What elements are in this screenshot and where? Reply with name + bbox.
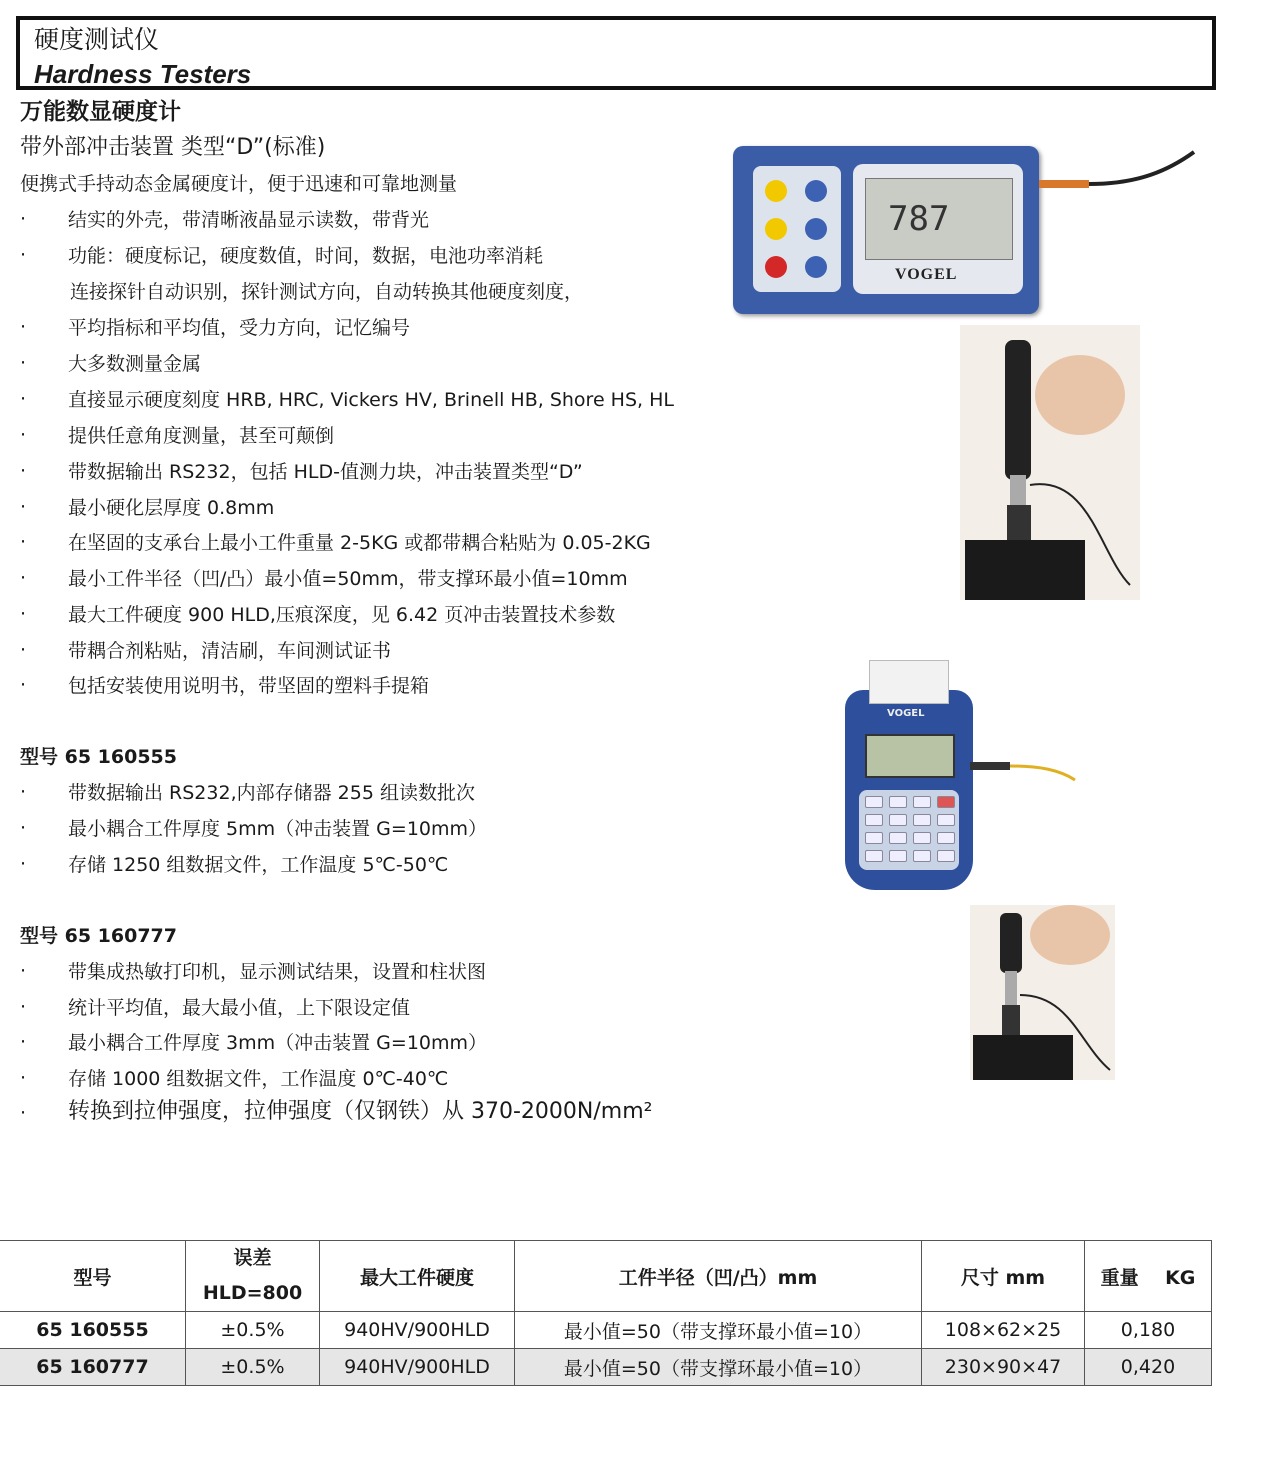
header-error-label: 误差: [233, 1247, 272, 1269]
table-row: [0, 1312, 1212, 1349]
header-error-hld: HLD=800: [202, 1282, 303, 1304]
power-key-icon: [765, 256, 787, 278]
header-max-hardness: 最大工件硬度: [320, 1241, 515, 1312]
bullet: ·: [20, 1102, 27, 1124]
bullet: ·: [20, 352, 27, 374]
table-row: [0, 1349, 1212, 1386]
key-icon: [937, 796, 955, 808]
cell-model: 65 160777: [0, 1349, 186, 1386]
cell-error: ±0.5%: [186, 1349, 320, 1386]
cell-dimension: 230×90×47: [922, 1349, 1085, 1386]
lcd-display: [865, 734, 955, 778]
feature-text: 最小硬化层厚度 0.8mm: [68, 497, 275, 519]
cell-max-hardness: 940HV/900HLD: [320, 1312, 515, 1349]
feature-text: 提供任意角度测量，甚至可颠倒: [68, 425, 335, 447]
product-title: 万能数显硬度计: [20, 99, 181, 125]
cell-weight: 0,180: [1085, 1312, 1212, 1349]
probe-hand-photo: [960, 325, 1140, 600]
key-icon: [937, 832, 955, 844]
key-icon: [865, 814, 883, 826]
cell-weight: 0,420: [1085, 1349, 1212, 1386]
bullet: ·: [20, 1067, 27, 1089]
key-icon: [913, 814, 931, 826]
bullet: ·: [20, 817, 27, 839]
feature-text: 直接显示硬度刻度 HRB, HRC, Vickers HV, Brinell HB, Shore HS, HL: [68, 389, 674, 411]
header-box: [16, 16, 1216, 90]
bullet: ·: [20, 1031, 27, 1053]
key-icon: [889, 814, 907, 826]
cell-radius: 最小值=50（带支撑环最小值=10）: [515, 1349, 922, 1386]
cell-max-hardness: 940HV/900HLD: [320, 1349, 515, 1386]
bullet: ·: [20, 853, 27, 875]
bullet: ·: [20, 960, 27, 982]
bullet: ·: [20, 567, 27, 589]
bullet: ·: [20, 424, 27, 446]
header-error: [186, 1241, 320, 1312]
minus-key-icon: [805, 256, 827, 278]
model1-label: 型号 65 160555: [20, 746, 177, 768]
feature-text: 存储 1000 组数据文件，工作温度 0℃-40℃: [68, 1068, 449, 1090]
model2-label: 型号 65 160777: [20, 925, 177, 947]
feature-text: 功能：硬度标记，硬度数值，时间，数据，电池功率消耗: [68, 245, 544, 267]
bullet: ·: [20, 531, 27, 553]
key-icon: [913, 796, 931, 808]
feature-text: 存储 1250 组数据文件，工作温度 5℃-50℃: [68, 854, 449, 876]
header-title-en: Hardness Testers: [34, 59, 252, 89]
minus-key-icon: [805, 218, 827, 240]
key-icon: [937, 850, 955, 862]
cell-radius: 最小值=50（带支撑环最小值=10）: [515, 1312, 922, 1349]
feature-text: 带数据输出 RS232,内部存储器 255 组读数批次: [68, 782, 475, 804]
cell-dimension: 108×62×25: [922, 1312, 1085, 1349]
key-icon: [865, 796, 883, 808]
up-key-icon: [765, 180, 787, 202]
key-icon: [889, 832, 907, 844]
feature-text: 在坚固的支承台上最小工件重量 2-5KG 或都带耦合粘贴为 0.05-2KG: [68, 532, 651, 554]
feature-text: 带耦合剂粘贴，清洁刷，车间测试证书: [68, 640, 392, 662]
bullet: ·: [20, 674, 27, 696]
feature-text: 最小耦合工件厚度 5mm（冲击装置 G=10mm）: [68, 818, 488, 840]
keypad: [753, 166, 841, 292]
probe-hand-photo: [970, 905, 1115, 1080]
header-weight: 重量 KG: [1085, 1241, 1212, 1312]
product-subtitle: 带外部冲击装置 类型“D”(标准): [20, 135, 326, 160]
probe-cable-icon: [970, 760, 1080, 800]
key-icon: [865, 832, 883, 844]
bullet: ·: [20, 996, 27, 1018]
probe-cable-icon: [1039, 150, 1199, 200]
key-icon: [913, 850, 931, 862]
feature-text: 最小耦合工件厚度 3mm（冲击装置 G=10mm）: [68, 1032, 488, 1054]
bullet: ·: [20, 460, 27, 482]
cell-model: 65 160555: [0, 1312, 186, 1349]
key-icon: [889, 850, 907, 862]
key-icon: [937, 814, 955, 826]
bullet: ·: [20, 316, 27, 338]
brand-logo: VOGEL: [887, 708, 925, 719]
printer-hardness-tester-image: [845, 690, 973, 890]
down-key-icon: [765, 218, 787, 240]
minus-key-icon: [805, 180, 827, 202]
bullet: ·: [20, 244, 27, 266]
brand-logo: VOGEL: [895, 266, 958, 283]
header-dimension: 尺寸 mm: [922, 1241, 1085, 1312]
feature-text: 结实的外壳，带清晰液晶显示读数，带背光: [68, 209, 430, 231]
bullet: ·: [20, 388, 27, 410]
keypad: [859, 790, 959, 870]
header-title-cn: 硬度测试仪: [34, 25, 160, 54]
probe-hand-icon: [970, 905, 1115, 1080]
feature-text: 转换到拉伸强度，拉伸强度（仅钢铁）从 370-2000N/mm²: [68, 1099, 653, 1124]
key-icon: [865, 850, 883, 862]
key-icon: [913, 832, 931, 844]
header-model: 型号: [0, 1241, 186, 1312]
key-icon: [889, 796, 907, 808]
feature-text: 带集成热敏打印机，显示测试结果，设置和柱状图: [68, 961, 487, 983]
feature-text: 包括安装使用说明书，带坚固的塑料手提箱: [68, 675, 430, 697]
feature-text: 大多数测量金属: [68, 353, 202, 375]
feature-text: 最小工件半径（凹/凸）最小值=50mm，带支撑环最小值=10mm: [68, 568, 628, 590]
screen-frame: [853, 164, 1023, 294]
bullet: ·: [20, 603, 27, 625]
printer-paper-icon: [869, 660, 949, 704]
bullet: ·: [20, 208, 27, 230]
feature-text: 统计平均值，最大最小值，上下限设定值: [68, 997, 411, 1019]
probe-hand-icon: [960, 325, 1140, 600]
bullet: ·: [20, 781, 27, 803]
cell-error: ±0.5%: [186, 1312, 320, 1349]
feature-text: 平均指标和平均值，受力方向，记忆编号: [68, 317, 411, 339]
product-intro: 便携式手持动态金属硬度计，便于迅速和可靠地测量: [20, 173, 458, 195]
feature-text: 最大工件硬度 900 HLD,压痕深度，见 6.42 页冲击装置技术参数: [68, 604, 616, 626]
lcd-display: [865, 178, 1013, 260]
hardness-tester-device-image: [733, 146, 1039, 314]
bullet: ·: [20, 496, 27, 518]
feature-text: 带数据输出 RS232，包括 HLD-值测力块，冲击装置类型“D”: [68, 461, 583, 483]
lcd-reading: 787: [888, 199, 950, 239]
header-radius: 工件半径（凹/凸）mm: [515, 1241, 922, 1312]
feature-continuation: 连接探针自动识别，探针测试方向，自动转换其他硬度刻度，: [70, 281, 584, 303]
table-header-row: [0, 1241, 1212, 1312]
spec-table: [0, 1240, 1212, 1386]
bullet: ·: [20, 639, 27, 661]
